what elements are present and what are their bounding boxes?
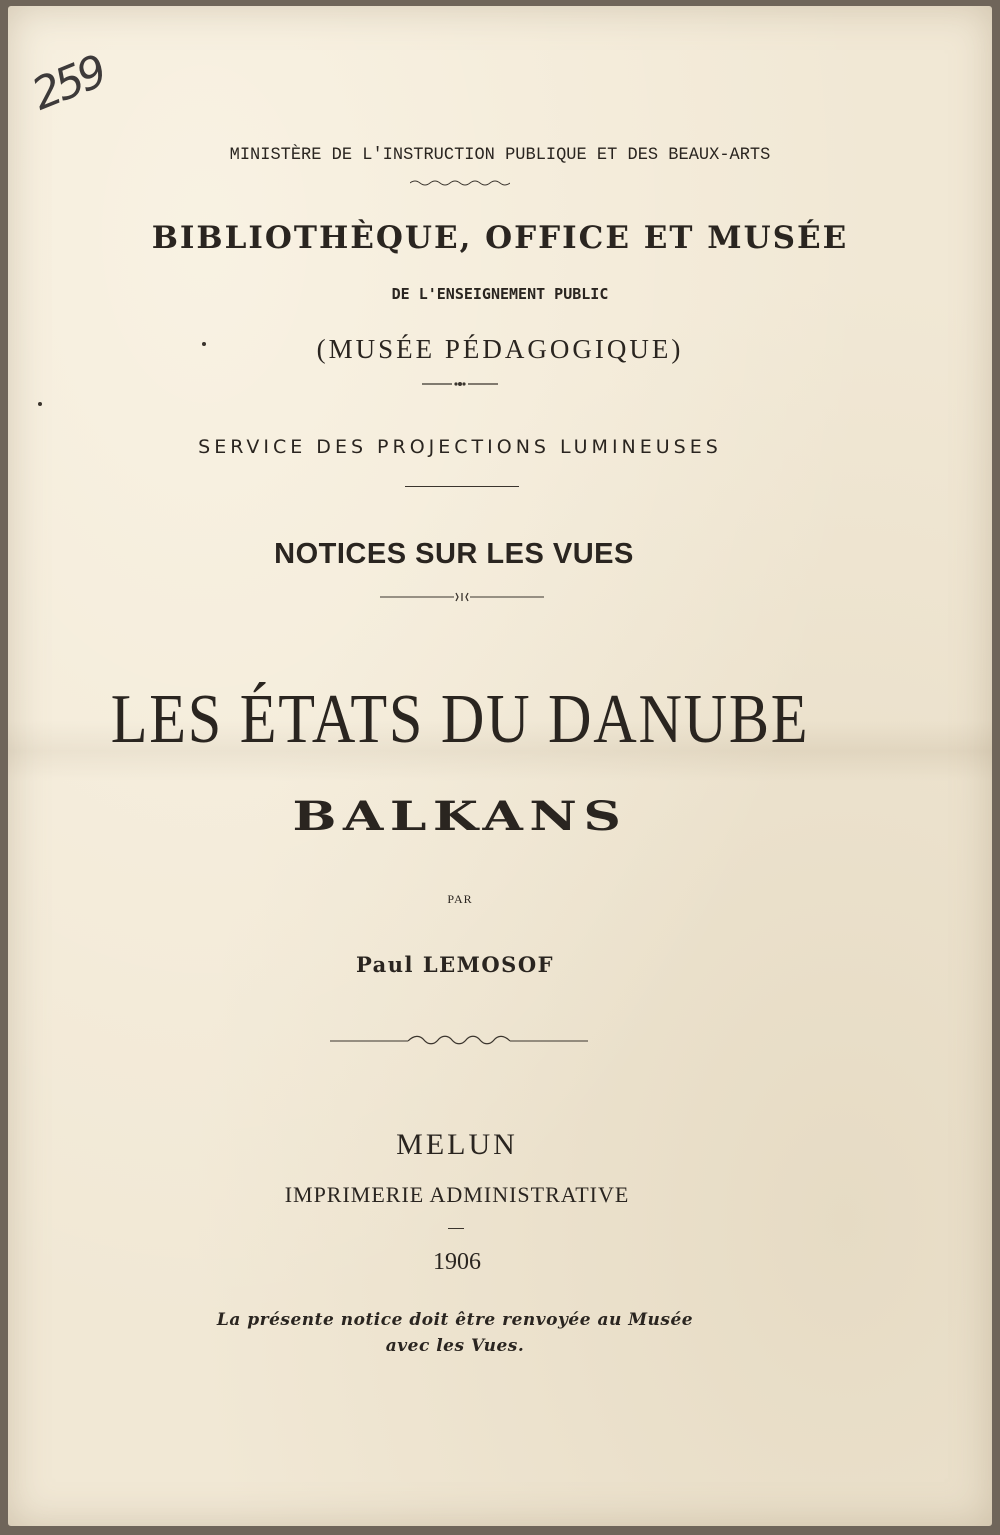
divider-rule — [405, 486, 519, 487]
service-heading: SERVICE DES PROJECTIONS LUMINEUSES — [198, 436, 722, 458]
author-name: Paul LEMOSOF — [355, 952, 555, 977]
section-heading: NOTICES SUR LES VUES — [274, 538, 634, 570]
main-title: LES ÉTATS DU DANUBE — [110, 681, 810, 758]
subtitle: BALKANS — [292, 793, 628, 840]
return-notice-line-1: La présente notice doit être renvoyée au Musée — [216, 1310, 694, 1330]
wavy-ornament-1 — [410, 178, 510, 188]
return-notice-line-2: avec les Vues. — [385, 1336, 525, 1356]
scroll-divider-ornament — [330, 1032, 588, 1048]
center-divider-ornament — [380, 591, 544, 603]
city: MELUN — [396, 1128, 518, 1161]
handwritten-number: 259 — [25, 46, 111, 121]
museum-heading: (MUSÉE PÉDAGOGIQUE) — [316, 334, 684, 364]
institution-subheading: DE L'ENSEIGNEMENT PUBLIC — [391, 285, 609, 303]
short-rule — [448, 1228, 464, 1229]
ministry-heading: MINISTÈRE DE L'INSTRUCTION PUBLIQUE ET DES BEAUX-ARTS — [229, 145, 771, 166]
institution-heading: BIBLIOTHÈQUE, OFFICE ET MUSÉE — [151, 220, 849, 256]
year: 1906 — [433, 1249, 481, 1275]
printer: IMPRIMERIE ADMINISTRATIVE — [284, 1182, 630, 1207]
ink-speck — [38, 402, 42, 406]
dotted-divider-ornament — [422, 379, 498, 389]
by-label: PAR — [447, 892, 473, 906]
